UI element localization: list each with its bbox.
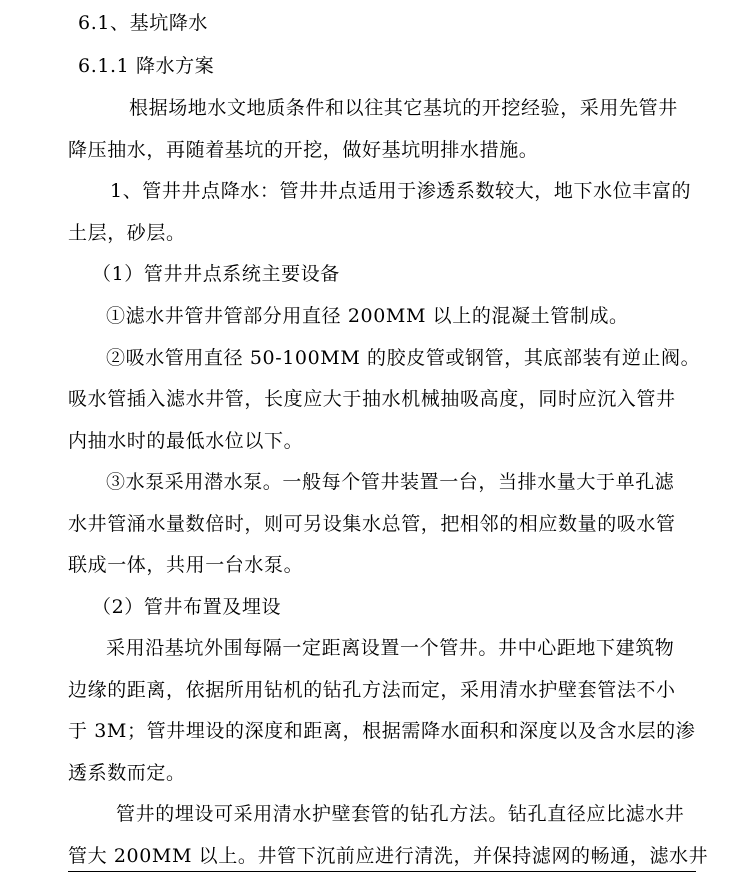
paragraph-line: 管井的埋设可采用清水护壁套管的钻孔方法。钻孔直径应比滤水井	[116, 803, 685, 825]
paragraph-line: 土层，砂层。	[68, 222, 186, 244]
paragraph-line: 采用沿基坑外围每隔一定距离设置一个管井。井中心距地下建筑物	[106, 637, 675, 659]
list-heading: （1）管井井点系统主要设备	[92, 263, 340, 285]
paragraph-line: ②吸水管用直径 50-100MM 的胶皮管或钢管，其底部装有逆止阀。	[106, 347, 701, 369]
paragraph-line: 于 3M；管井埋设的深度和距离，根据需降水面积和深度以及含水层的渗	[68, 720, 696, 742]
paragraph-line: ③水泵采用潜水泵。一般每个管井装置一台，当排水量大于单孔滤	[106, 471, 675, 493]
section-heading: 6.1、基坑降水	[78, 12, 209, 34]
paragraph-line: 联成一体，共用一台水泵。	[68, 554, 304, 576]
paragraph-line: 1、管井井点降水：管井井点适用于渗透系数较大，地下水位丰富的	[110, 180, 692, 202]
subsection-heading: 6.1.1 降水方案	[78, 55, 215, 77]
paragraph-line: 边缘的距离，依据所用钻机的钻孔方法而定，采用清水护壁套管法不小	[68, 679, 676, 701]
paragraph-line: 降压抽水，再随着基坑的开挖，做好基坑明排水措施。	[68, 139, 539, 161]
paragraph-line: ①滤水井管井管部分用直径 200MM 以上的混凝土管制成。	[106, 305, 629, 327]
paragraph-line: 内抽水时的最低水位以下。	[68, 430, 304, 452]
paragraph-line: 水井管涌水量数倍时，则可另设集水总管，把相邻的相应数量的吸水管	[68, 513, 676, 535]
paragraph-line: 透系数而定。	[68, 762, 186, 784]
paragraph-line: 根据场地水文地质条件和以往其它基坑的开挖经验，采用先管井	[129, 97, 678, 119]
list-heading: （2）管井布置及埋设	[92, 596, 282, 618]
paragraph-line: 管大 200MM 以上。井管下沉前应进行清洗，并保持滤网的畅通，滤水井	[68, 845, 709, 867]
paragraph-line: 吸水管插入滤水井管，长度应大于抽水机械抽吸高度，同时应沉入管井	[68, 388, 676, 410]
